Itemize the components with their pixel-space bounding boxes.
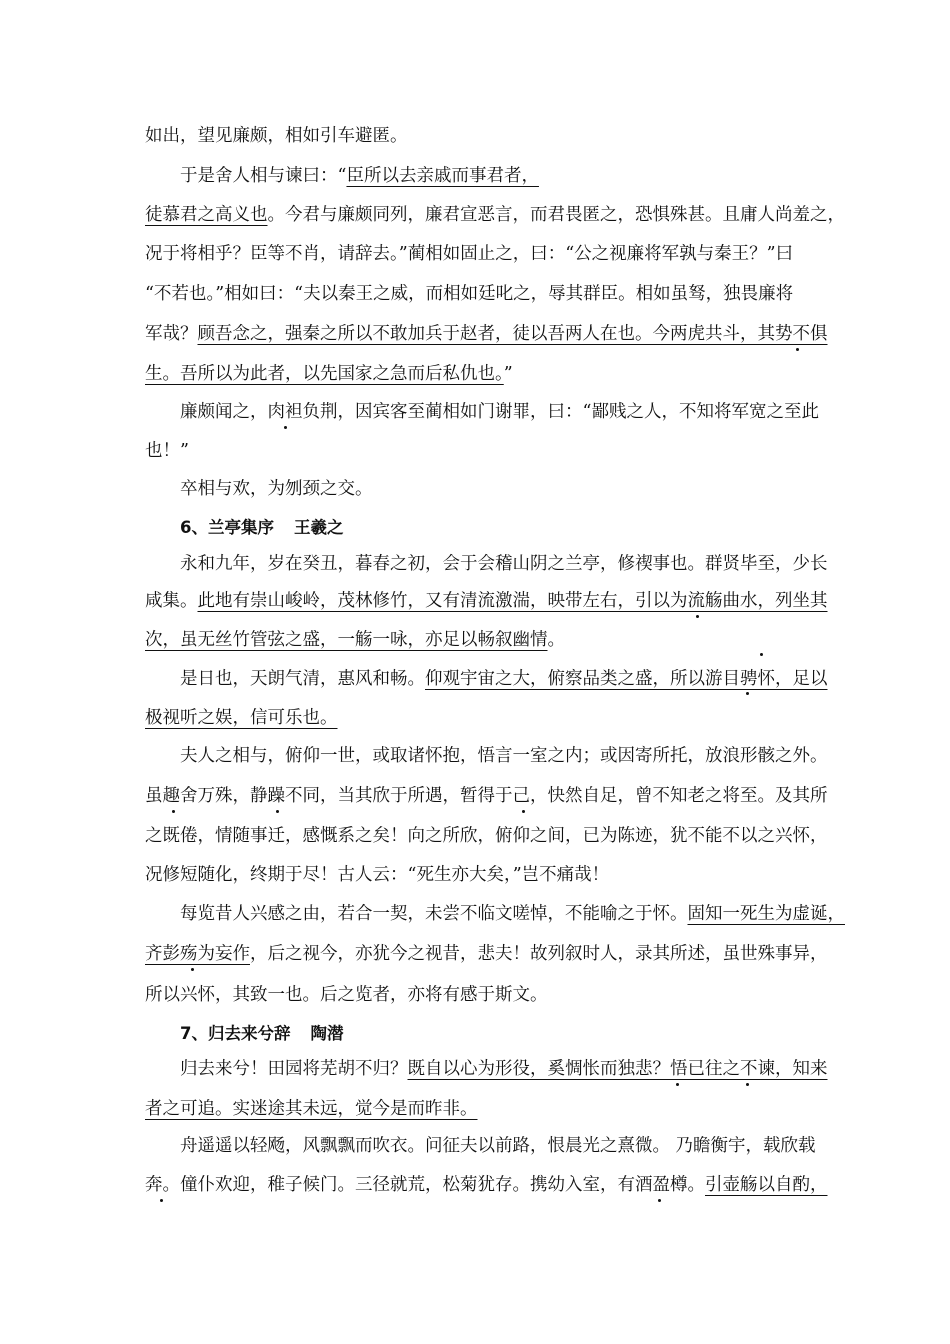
text: 廉颇闻之，肉袒负荆，因宾客至蔺相如门谢罪，曰：“鄙贱之人，不知将军宽之至此 bbox=[180, 402, 819, 422]
text: 归去来兮！田园将芜胡不归？ bbox=[180, 1059, 408, 1079]
text: 于是舍人相与谏曰：“ bbox=[180, 166, 347, 186]
underlined-text: 徒慕君之高义也 bbox=[145, 205, 268, 225]
text: 夫人之相与，俯仰一世，或取诸怀抱，悟言一室之内；或因寄所托，放浪形骸之外。 bbox=[180, 746, 828, 766]
text-line bbox=[145, 1097, 478, 1121]
text: 如出，望见廉颇，相如引车避匿。 bbox=[145, 126, 408, 146]
emphasis-dot bbox=[172, 810, 175, 813]
text-line bbox=[180, 477, 373, 501]
text: 每览昔人兴感之由，若合一契，未尝不临文嗟悼，不能喻之于怀。 bbox=[180, 904, 688, 924]
section-heading bbox=[180, 1022, 343, 1046]
text-line bbox=[145, 322, 828, 346]
text: 军哉？ bbox=[145, 324, 198, 344]
emphasis-dot bbox=[696, 615, 699, 618]
text: 舟遥遥以轻飏，风飘飘而吹衣。问征夫以前路，恨晨光之熹微。 乃瞻衡宇，载欣载 bbox=[180, 1136, 816, 1156]
text-line bbox=[145, 282, 793, 306]
text: 。 bbox=[547, 630, 565, 650]
emphasis-dot bbox=[760, 653, 763, 656]
text-line bbox=[180, 1134, 816, 1158]
text-line bbox=[145, 439, 189, 463]
text-line bbox=[180, 744, 828, 768]
underlined-text: 仰观宇宙之大，俯察品类之盛，所以游目骋怀，足以 bbox=[425, 669, 828, 689]
text: 是日也，天朗气清，惠风和畅。 bbox=[180, 669, 425, 689]
emphasis-dot bbox=[191, 968, 194, 971]
text: 。今君与廉颇同列，廉君宣恶言，而君畏匿之，恐惧殊甚。且庸人尚羞之， bbox=[267, 205, 845, 225]
emphasis-dot bbox=[746, 692, 749, 695]
emphasis-dot bbox=[284, 426, 287, 429]
emphasis-dot bbox=[522, 810, 525, 813]
underlined-text: 者之可追。实迷途其未远，觉今是而昨非。 bbox=[145, 1099, 478, 1119]
text-line bbox=[145, 628, 565, 652]
underlined-text: 生。吾所以为此者，以先国家之急而后私仇也。 bbox=[145, 364, 504, 384]
text: “不若也。”相如曰：“夫以秦王之威，而相如廷叱之，辱其群臣。相如虽驽，独畏廉将 bbox=[145, 284, 794, 304]
text: 况于将相乎？臣等不肖，请辞去。”蔺相如固止之，曰：“公之视廉将军孰与秦王？”曰 bbox=[145, 244, 794, 264]
text: 永和九年，岁在癸丑，暮春之初，会于会稽山阴之兰亭，修禊事也。群贤毕至，少长 bbox=[180, 554, 828, 574]
emphasis-dot bbox=[658, 1199, 661, 1202]
text: 虽趣舍万殊，静躁不同，当其欣于所遇，暂得于己，快然自足，曾不知老之将至。及其所 bbox=[145, 786, 828, 806]
heading-title: 7、归去来兮辞 bbox=[180, 1024, 291, 1043]
text: ” bbox=[503, 364, 513, 384]
text-line bbox=[145, 242, 793, 266]
text-line bbox=[145, 784, 828, 808]
section-heading bbox=[180, 516, 343, 540]
text-line bbox=[145, 983, 548, 1007]
text: ，后之视今，亦犹今之视昔，悲夫！故列叙时人，录其所述，虽世殊事异， bbox=[250, 944, 828, 964]
text: 也！” bbox=[145, 441, 189, 461]
emphasis-dot bbox=[676, 1083, 679, 1086]
text-line bbox=[145, 362, 513, 386]
heading-author: 陶潜 bbox=[310, 1024, 344, 1043]
text-line bbox=[145, 1173, 828, 1197]
text-line bbox=[145, 706, 338, 730]
underlined-text: 极视听之娱，信可乐也。 bbox=[145, 708, 338, 728]
underlined-text: 此地有崇山峻岭，茂林修竹，又有清流激湍，映带左右，引以为流觞曲水，列坐其 bbox=[197, 591, 828, 611]
underlined-text: 引壶觞以自酌， bbox=[705, 1175, 828, 1195]
text-line bbox=[145, 942, 828, 966]
emphasis-dot bbox=[746, 1083, 749, 1086]
underlined-text: 固知一死生为虚诞， bbox=[687, 904, 845, 924]
text: 所以兴怀，其致一也。后之览者，亦将有感于斯文。 bbox=[145, 985, 548, 1005]
text-line bbox=[145, 589, 828, 613]
text-line bbox=[145, 203, 845, 227]
text: 咸集。 bbox=[145, 591, 198, 611]
text-line bbox=[180, 164, 539, 188]
text: 况修短随化，终期于尽！古人云：“死生亦大矣，”岂不痛哉！ bbox=[145, 865, 610, 885]
heading-author: 王羲之 bbox=[293, 518, 344, 537]
text: 卒相与欢，为刎颈之交。 bbox=[180, 479, 373, 499]
underlined-text: 既自以心为形役，奚惆怅而独悲？悟已往之不谏，知来 bbox=[407, 1059, 828, 1079]
underlined-text: 顾吾念之，强秦之所以不敢加兵于赵者，徒以吾两人在也。今两虎共斗，其势不俱 bbox=[197, 324, 828, 344]
underlined-text: 臣所以去亲戚而事君者， bbox=[346, 166, 539, 186]
emphasis-dot bbox=[796, 348, 799, 351]
emphasis-dot bbox=[276, 810, 279, 813]
text-line bbox=[145, 863, 609, 887]
text-line bbox=[145, 124, 408, 148]
underlined-text: 齐彭殇为妄作 bbox=[145, 944, 250, 964]
underlined-text: 次，虽无丝竹管弦之盛，一觞一咏，亦足以畅叙幽情 bbox=[145, 630, 548, 650]
text-line bbox=[180, 902, 845, 926]
text: 奔。僮仆欢迎，稚子候门。三径就荒，松菊犹存。携幼入室，有酒盈樽。 bbox=[145, 1175, 705, 1195]
emphasis-dot bbox=[160, 1199, 163, 1202]
heading-title: 6、兰亭集序 bbox=[180, 518, 274, 537]
text-line bbox=[180, 552, 828, 576]
text-line bbox=[180, 400, 819, 424]
text-line bbox=[180, 667, 828, 691]
text-line bbox=[180, 1057, 828, 1081]
text-line bbox=[145, 824, 828, 848]
text: 之既倦，情随事迁，感慨系之矣！向之所欣，俯仰之间，已为陈迹，犹不能不以之兴怀， bbox=[145, 826, 828, 846]
